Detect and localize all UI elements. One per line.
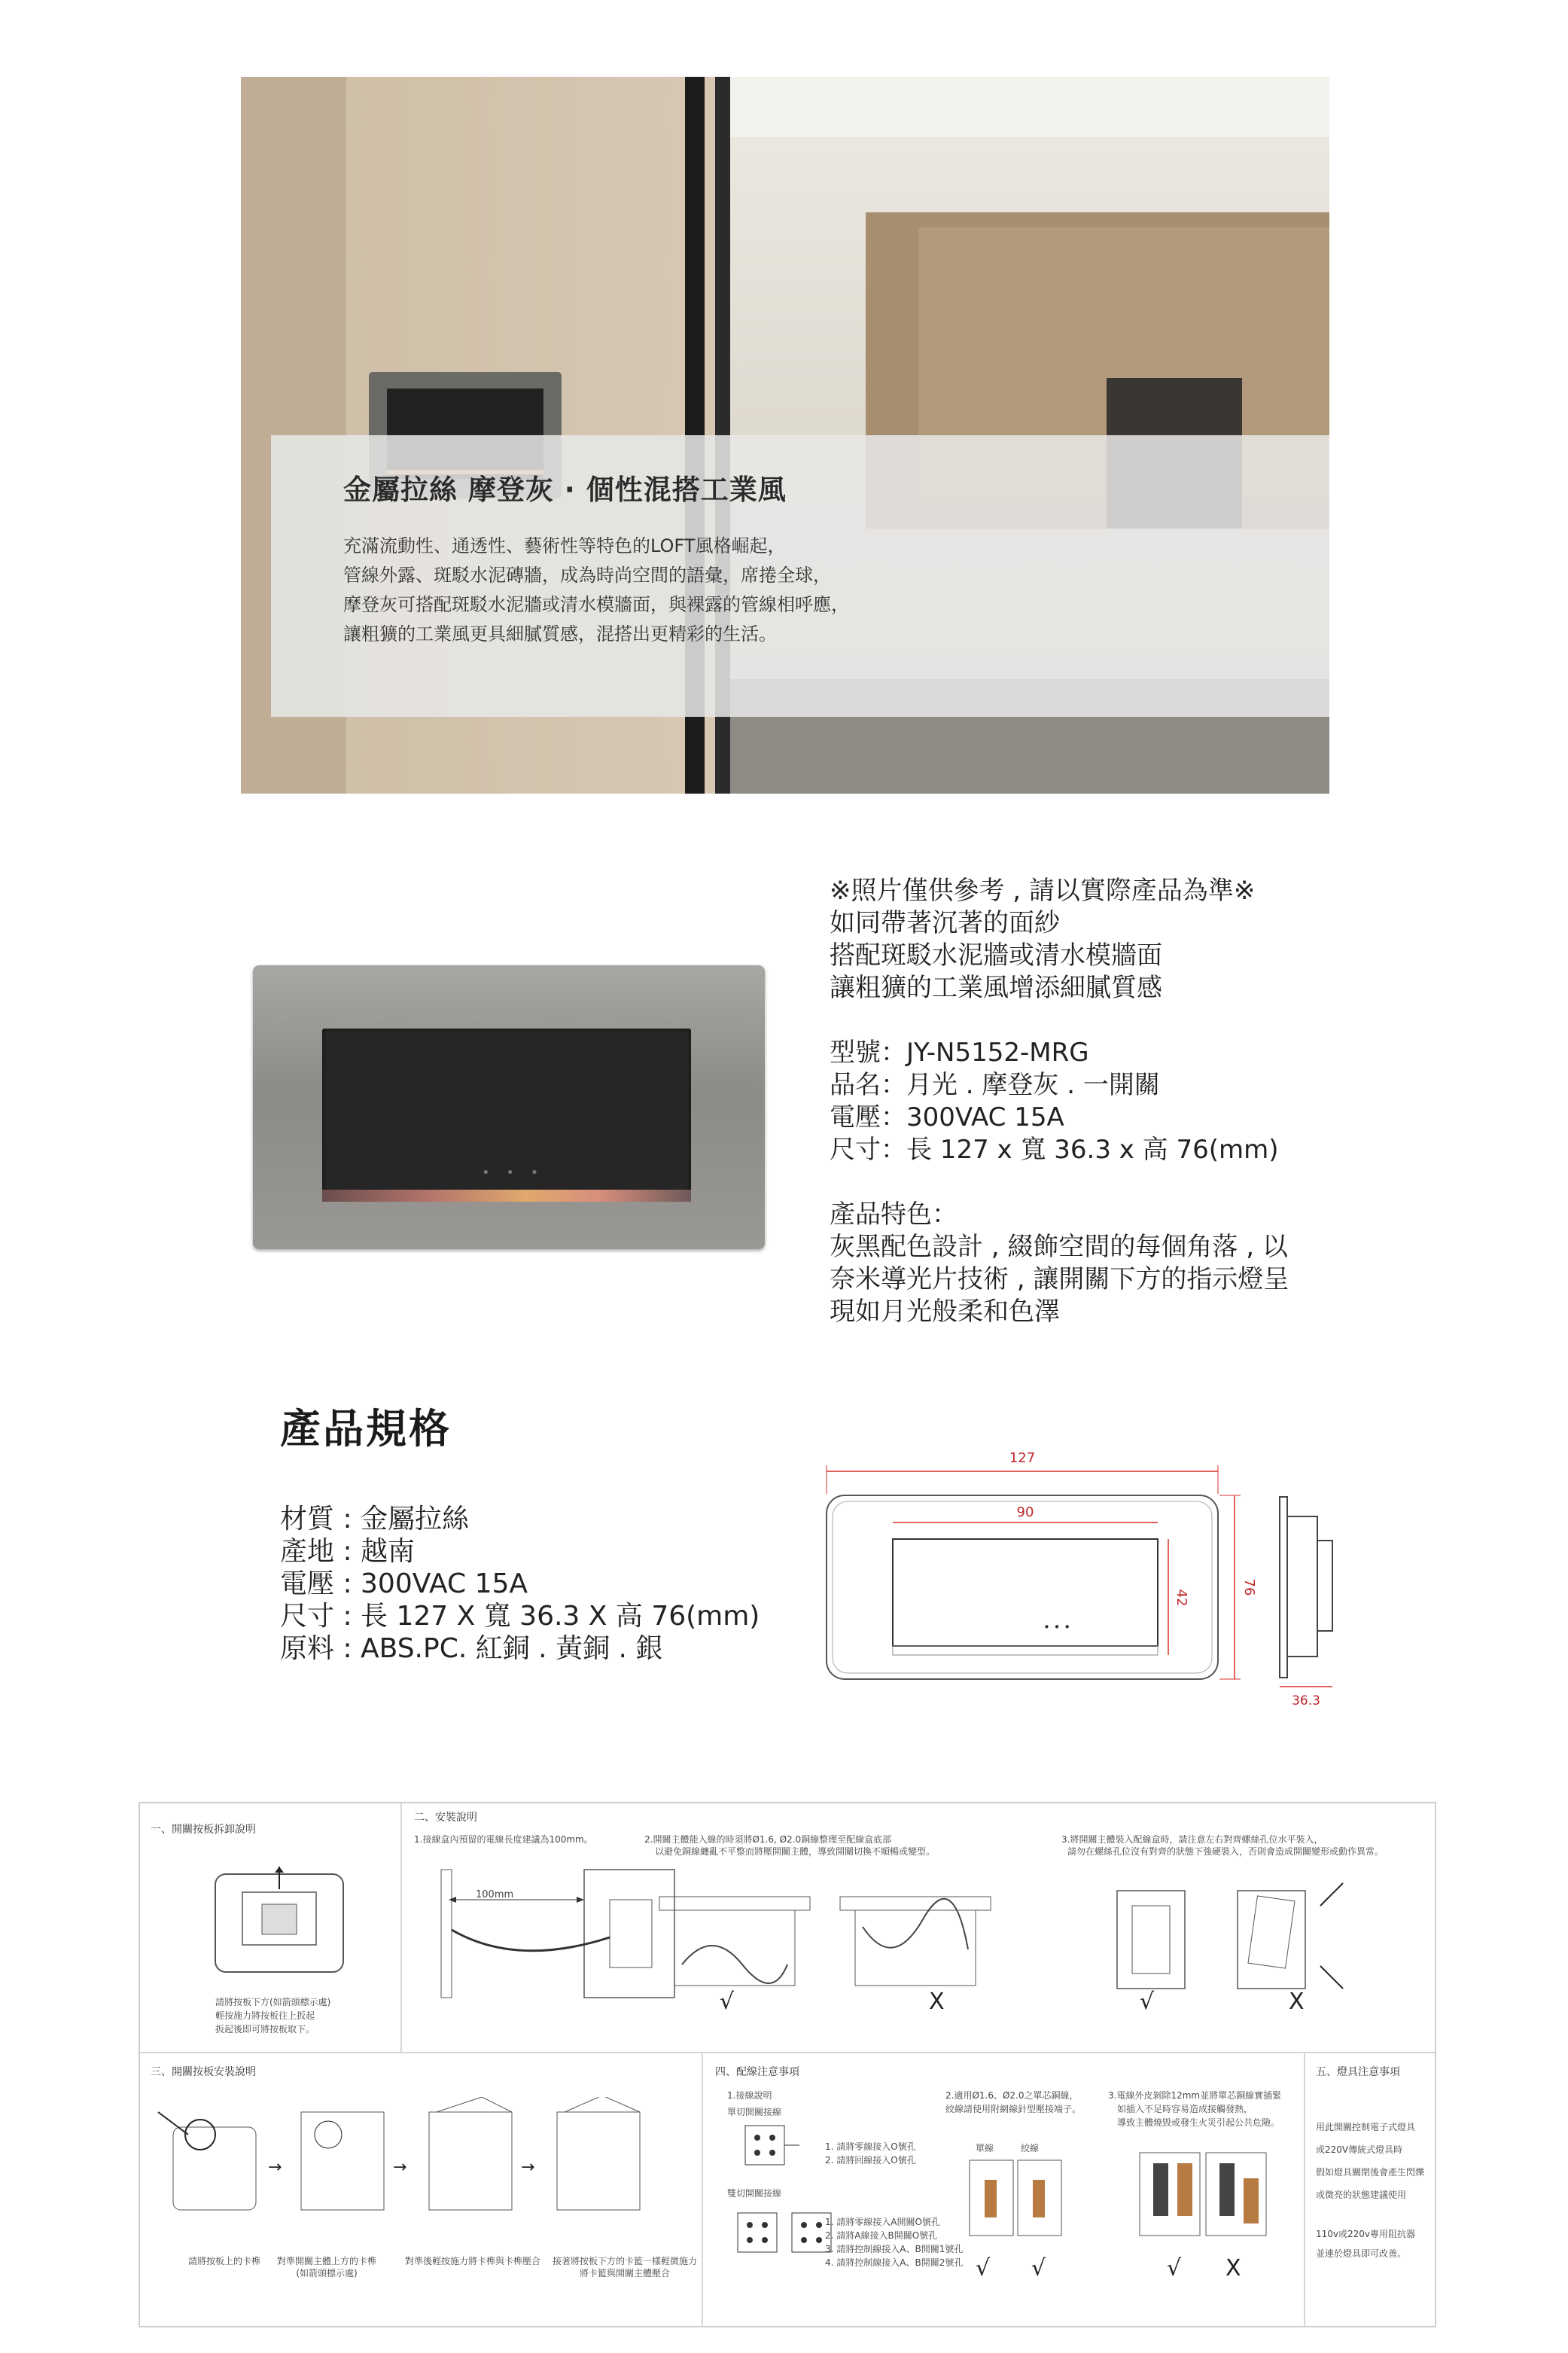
divider bbox=[400, 1803, 402, 2052]
section-5-title: 五、燈具注意事項 bbox=[1316, 2066, 1400, 2078]
size: 尺寸：長 127 x 寬 36.3 x 高 76(mm) bbox=[830, 1135, 1279, 1165]
voltage: 電壓：300VAC 15A bbox=[830, 1102, 1064, 1132]
spec-raw-material: 原料 : ABS.PC. 紅銅 . 黃銅 . 銀 bbox=[280, 1633, 663, 1664]
ng-mark: X bbox=[1225, 2255, 1241, 2281]
divider bbox=[1304, 2052, 1305, 2326]
s3-caption: 對準後輕按施力將卡榫與卡榫壓合 bbox=[405, 2256, 541, 2266]
spec-list bbox=[280, 1503, 760, 1665]
hero-caption-panel bbox=[271, 435, 1329, 717]
s3-caption: 對準開關主體上方的卡榫 (如箭頭標示處) bbox=[277, 2256, 377, 2278]
ok-mark: √ bbox=[1167, 2255, 1182, 2281]
s4-double-title: 雙切開關接線 bbox=[727, 2188, 782, 2199]
ng-mark: X bbox=[1289, 1989, 1305, 2015]
ng-mark: X bbox=[929, 1989, 945, 2015]
svg-text:→: → bbox=[268, 2158, 282, 2177]
rocker-outline bbox=[893, 1539, 1158, 1646]
feature-line: 現如月光般柔和色澤 bbox=[830, 1297, 1060, 1327]
svg-text:→: → bbox=[393, 2158, 407, 2177]
s4-note2-line: 2.適用Ø1.6、Ø2.0之單芯銅線， bbox=[945, 2090, 1079, 2101]
spec-title: 產品規格 bbox=[280, 1405, 452, 1452]
divider bbox=[140, 2052, 1435, 2053]
desc-line: 讓粗獷的工業風增添細膩質感 bbox=[830, 973, 1162, 1003]
s1-caption-line: 輕按施力將按板往上扳起 bbox=[215, 2010, 315, 2021]
section-4-title: 四、配線注意事項 bbox=[715, 2066, 799, 2078]
s4-note3-line: 3.電線外皮剝除12mm並將單芯銅線實插緊 bbox=[1108, 2090, 1282, 2101]
dim-36-label: 36.3 bbox=[1292, 1693, 1320, 1708]
s4-single-note: 2. 請將回線接入O號孔 bbox=[825, 2155, 916, 2166]
dim-42-label: 42 bbox=[1174, 1589, 1189, 1607]
indicator-dots: • • • bbox=[482, 1165, 545, 1181]
switch-product-image bbox=[253, 965, 765, 1249]
plate-removal-diagram bbox=[208, 1867, 351, 1980]
drawing-dots: • • • bbox=[1043, 1620, 1071, 1634]
s4-note3-line: 如插入不足時容易造成接觸發熱， bbox=[1117, 2104, 1253, 2114]
desc-line: 搭配斑駁水泥牆或清水模牆面 bbox=[830, 940, 1162, 971]
s5-line: 或220V傳統式燈具時 bbox=[1316, 2144, 1403, 2155]
model-number: 型號：JY-N5152-MRG bbox=[830, 1038, 1089, 1068]
divider bbox=[702, 2052, 703, 2326]
dim-90-label: 90 bbox=[1016, 1504, 1034, 1520]
wire-type-diagram bbox=[965, 2157, 1070, 2240]
ok-mark: √ bbox=[976, 2255, 991, 2281]
s5-line: 用此開關控制電子式燈具 bbox=[1316, 2122, 1416, 2132]
s2-step1: 1.接線盒內預留的電線長度建議為100mm。 bbox=[414, 1834, 593, 1845]
s1-caption-line: 請將按板下方(如箭頭標示處) bbox=[215, 1997, 331, 2007]
features-title: 產品特色： bbox=[830, 1199, 958, 1230]
box-alignment-diagram bbox=[1095, 1876, 1411, 2004]
spec-origin: 產地 : 越南 bbox=[280, 1536, 416, 1567]
wire-length-label: 100mm bbox=[476, 1889, 514, 1900]
s4-note2-line: 絞線請使用附網線針型壓接端子。 bbox=[945, 2104, 1082, 2114]
switch-rocker bbox=[322, 1029, 691, 1202]
moonlight-led-strip bbox=[322, 1190, 691, 1202]
dimension-drawing bbox=[813, 1444, 1355, 1715]
s3-caption: 請將按板上的卡榫 bbox=[188, 2256, 261, 2266]
spec-material: 材質 : 金屬拉絲 bbox=[280, 1504, 470, 1535]
wire-type-label: 單線 bbox=[976, 2143, 994, 2153]
hero-line: 讓粗獷的工業風更具細膩質感，混搭出更精彩的生活。 bbox=[343, 623, 777, 645]
hero-title: 金屬拉絲 摩登灰 · 個性混搭工業風 bbox=[343, 474, 787, 506]
wire-type-label: 絞線 bbox=[1021, 2143, 1040, 2153]
wire-length-diagram bbox=[426, 1862, 682, 2005]
ok-mark: √ bbox=[1031, 2255, 1046, 2281]
section-1-title: 一、開關按板拆卸說明 bbox=[151, 1824, 256, 1836]
single-switch-wiring bbox=[742, 2123, 802, 2175]
s1-caption-line: 扳起後即可將按板取下。 bbox=[215, 2024, 315, 2034]
svg-text:→: → bbox=[521, 2158, 535, 2177]
s4-double-note: 2. 請將A線接入B開關O號孔 bbox=[825, 2230, 938, 2241]
led-outline bbox=[893, 1646, 1158, 1655]
desc-line: 如同帶著沉著的面紗 bbox=[830, 908, 1060, 938]
s2-step2-line: 以避免銅線纏亂不平整而將壓開關主體，導致開關切換不順暢或變型。 bbox=[655, 1846, 936, 1857]
s5-line: 假如燈具關閉後會產生閃爍 bbox=[1316, 2167, 1425, 2178]
dim-76-label: 76 bbox=[1241, 1578, 1257, 1596]
strip-length-diagram bbox=[1135, 2145, 1271, 2240]
section-3-title: 三、開關按板安裝說明 bbox=[151, 2066, 256, 2078]
wire-tidy-diagram bbox=[652, 1882, 998, 2002]
s3-caption: 接著將按板下方的卡籃一樣輕微施力 將卡籃與開關主體壓合 bbox=[553, 2256, 698, 2278]
hero-line: 管線外露、斑駁水泥磚牆，成為時尚空間的語彙，席捲全球， bbox=[343, 565, 831, 586]
s2-step2-line: 2.開關主體能入線的時須將Ø1.6, Ø2.0銅線整理至配線盒底部 bbox=[644, 1834, 892, 1845]
s4-double-note: 1. 請將零線接入A開關O號孔 bbox=[825, 2217, 940, 2227]
double-switch-wiring bbox=[735, 2210, 840, 2270]
ok-mark: √ bbox=[1140, 1989, 1155, 2015]
side-body bbox=[1287, 1516, 1317, 1657]
hero-line: 摩登灰可搭配斑駁水泥牆或清水模牆面，與裸露的管線相呼應， bbox=[343, 594, 849, 615]
instruction-sheet bbox=[139, 1802, 1436, 2327]
hero-line: 充滿流動性、通透性、藝術性等特色的LOFT風格崛起， bbox=[343, 535, 786, 556]
side-plate bbox=[1280, 1497, 1287, 1678]
s5-line: 或微亮的狀態建議使用 bbox=[1316, 2190, 1407, 2200]
spec-size: 尺寸 : 長 127 X 寬 36.3 X 高 76(mm) bbox=[280, 1601, 760, 1632]
s4-wiring-title: 1.接線說明 bbox=[727, 2090, 772, 2101]
plate-install-diagram bbox=[151, 2097, 693, 2225]
hero-description bbox=[343, 532, 849, 649]
spec-voltage: 電壓 : 300VAC 15A bbox=[280, 1568, 528, 1599]
s5-line: 並連於燈具即可改善。 bbox=[1316, 2248, 1407, 2259]
s4-double-note: 3. 請將控制線接入A、B開關1號孔 bbox=[825, 2244, 964, 2254]
dim-127-label: 127 bbox=[1009, 1450, 1036, 1466]
s5-line: 110v或220v專用阻抗器 bbox=[1316, 2229, 1416, 2239]
s2-step3-line: 請勿在螺絲孔位沒有對齊的狀態下強硬裝入，否則會造成開關變形或動作異常。 bbox=[1067, 1846, 1384, 1857]
plate-outline-inner bbox=[833, 1501, 1212, 1673]
photo-notice: ※照片僅供參考 , 請以實際產品為準※ bbox=[830, 876, 1256, 906]
s4-single-title: 單切開關接線 bbox=[727, 2107, 782, 2117]
feature-line: 奈米導光片技術 , 讓開關下方的指示燈呈 bbox=[830, 1264, 1289, 1294]
product-name: 品名：月光 . 摩登灰 . 一開關 bbox=[830, 1070, 1160, 1100]
section-2-title: 二、安裝說明 bbox=[414, 1812, 477, 1824]
s4-double-note: 4. 請將控制線接入A、B開關2號孔 bbox=[825, 2257, 964, 2268]
ok-mark: √ bbox=[720, 1989, 735, 2015]
spacer bbox=[830, 1004, 1289, 1037]
s2-step3-line: 3.將開關主體裝入配線盒時，請注意左右對齊螺絲孔位水平裝入， bbox=[1061, 1834, 1323, 1845]
side-back bbox=[1317, 1541, 1332, 1631]
feature-line: 灰黑配色設計 , 綴飾空間的每個角落 , 以 bbox=[830, 1232, 1288, 1262]
product-info bbox=[830, 875, 1289, 1328]
spacer bbox=[830, 1166, 1289, 1199]
s4-single-note: 1. 請將零線接入O號孔 bbox=[825, 2141, 916, 2152]
s4-note3-line: 導致主體燒毀或發生火災引起公共危險。 bbox=[1117, 2117, 1280, 2128]
